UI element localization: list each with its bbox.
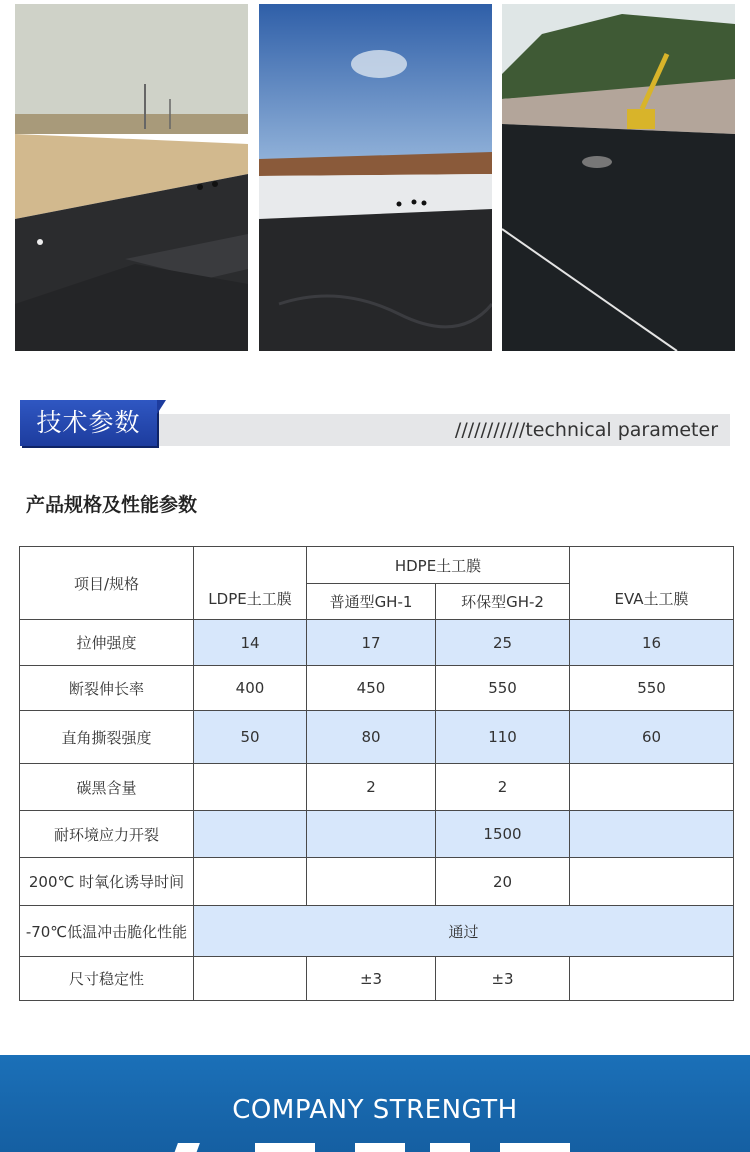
table-row xyxy=(20,858,734,906)
cell-eva: 60 xyxy=(570,711,734,764)
cell-gh1: 17 xyxy=(307,620,436,666)
header-hdpe xyxy=(307,547,570,584)
table-row xyxy=(20,764,734,811)
header-eva-label: EVA土工膜 xyxy=(614,590,689,608)
banner-cropped-heading-glyphs xyxy=(165,1143,585,1152)
table-row xyxy=(20,906,734,957)
table-title: 产品规格及性能参数 xyxy=(26,494,198,516)
cell-ldpe: 50 xyxy=(194,711,307,764)
row-label: 直角撕裂强度 xyxy=(20,711,194,764)
banner-title: COMPANY STRENGTH xyxy=(232,1095,518,1125)
cell-gh1 xyxy=(307,811,436,858)
section-title-corner xyxy=(157,400,166,414)
photo-landfill-liner-construction xyxy=(15,4,248,351)
table-row xyxy=(20,957,734,1001)
table-row xyxy=(20,711,734,764)
photo-geomembrane-slope xyxy=(259,4,492,351)
cell-gh2: 1500 xyxy=(436,811,570,858)
cell-ldpe xyxy=(194,858,307,906)
cell-gh1: 2 xyxy=(307,764,436,811)
header-ldpe-label: LDPE土工膜 xyxy=(208,590,292,608)
cell-ldpe: 400 xyxy=(194,666,307,711)
row-label: 200℃ 时氧化诱导时间 xyxy=(20,858,194,906)
cell-eva xyxy=(570,957,734,1001)
cell-merged: 通过 xyxy=(194,906,734,957)
header-eva xyxy=(570,547,734,620)
cell-eva: 550 xyxy=(570,666,734,711)
cell-gh1: 80 xyxy=(307,711,436,764)
row-label: 拉伸强度 xyxy=(20,620,194,666)
photo-strip xyxy=(15,4,735,351)
cell-ldpe xyxy=(194,811,307,858)
cell-gh2: ±3 xyxy=(436,957,570,1001)
cell-ldpe xyxy=(194,764,307,811)
table-row xyxy=(20,666,734,711)
header-hdpe-gh2: 环保型GH-2 xyxy=(436,584,570,620)
cell-gh2: 20 xyxy=(436,858,570,906)
cell-eva: 16 xyxy=(570,620,734,666)
cell-eva xyxy=(570,811,734,858)
cell-ldpe: 14 xyxy=(194,620,307,666)
header-item xyxy=(20,547,194,620)
cell-eva xyxy=(570,858,734,906)
cell-gh1: ±3 xyxy=(307,957,436,1001)
header-ldpe xyxy=(194,547,307,620)
header-hdpe-label: HDPE土工膜 xyxy=(394,556,482,575)
row-label: 断裂伸长率 xyxy=(20,666,194,711)
cell-eva xyxy=(570,764,734,811)
cell-gh2: 550 xyxy=(436,666,570,711)
table-row xyxy=(20,620,734,666)
photo-landfill-excavator xyxy=(502,4,735,351)
cell-gh2: 110 xyxy=(436,711,570,764)
row-label: 耐环境应力开裂 xyxy=(20,811,194,858)
section-title: 技术参数 xyxy=(20,400,157,446)
header-item-label: 项目/规格 xyxy=(73,574,140,593)
cell-ldpe xyxy=(194,957,307,1001)
table-row xyxy=(20,811,734,858)
row-label: 尺寸稳定性 xyxy=(20,957,194,1001)
header-hdpe-gh1: 普通型GH-1 xyxy=(307,584,436,620)
section-header xyxy=(20,400,730,447)
company-strength-banner xyxy=(0,1055,750,1152)
cell-gh1: 450 xyxy=(307,666,436,711)
spec-table xyxy=(19,546,734,1001)
cell-gh1 xyxy=(307,858,436,906)
row-label: 碳黑含量 xyxy=(20,764,194,811)
cell-gh2: 2 xyxy=(436,764,570,811)
section-subtitle: ///////////technical parameter xyxy=(454,419,718,441)
cell-gh2: 25 xyxy=(436,620,570,666)
row-label: -70℃低温冲击脆化性能 xyxy=(20,906,194,957)
